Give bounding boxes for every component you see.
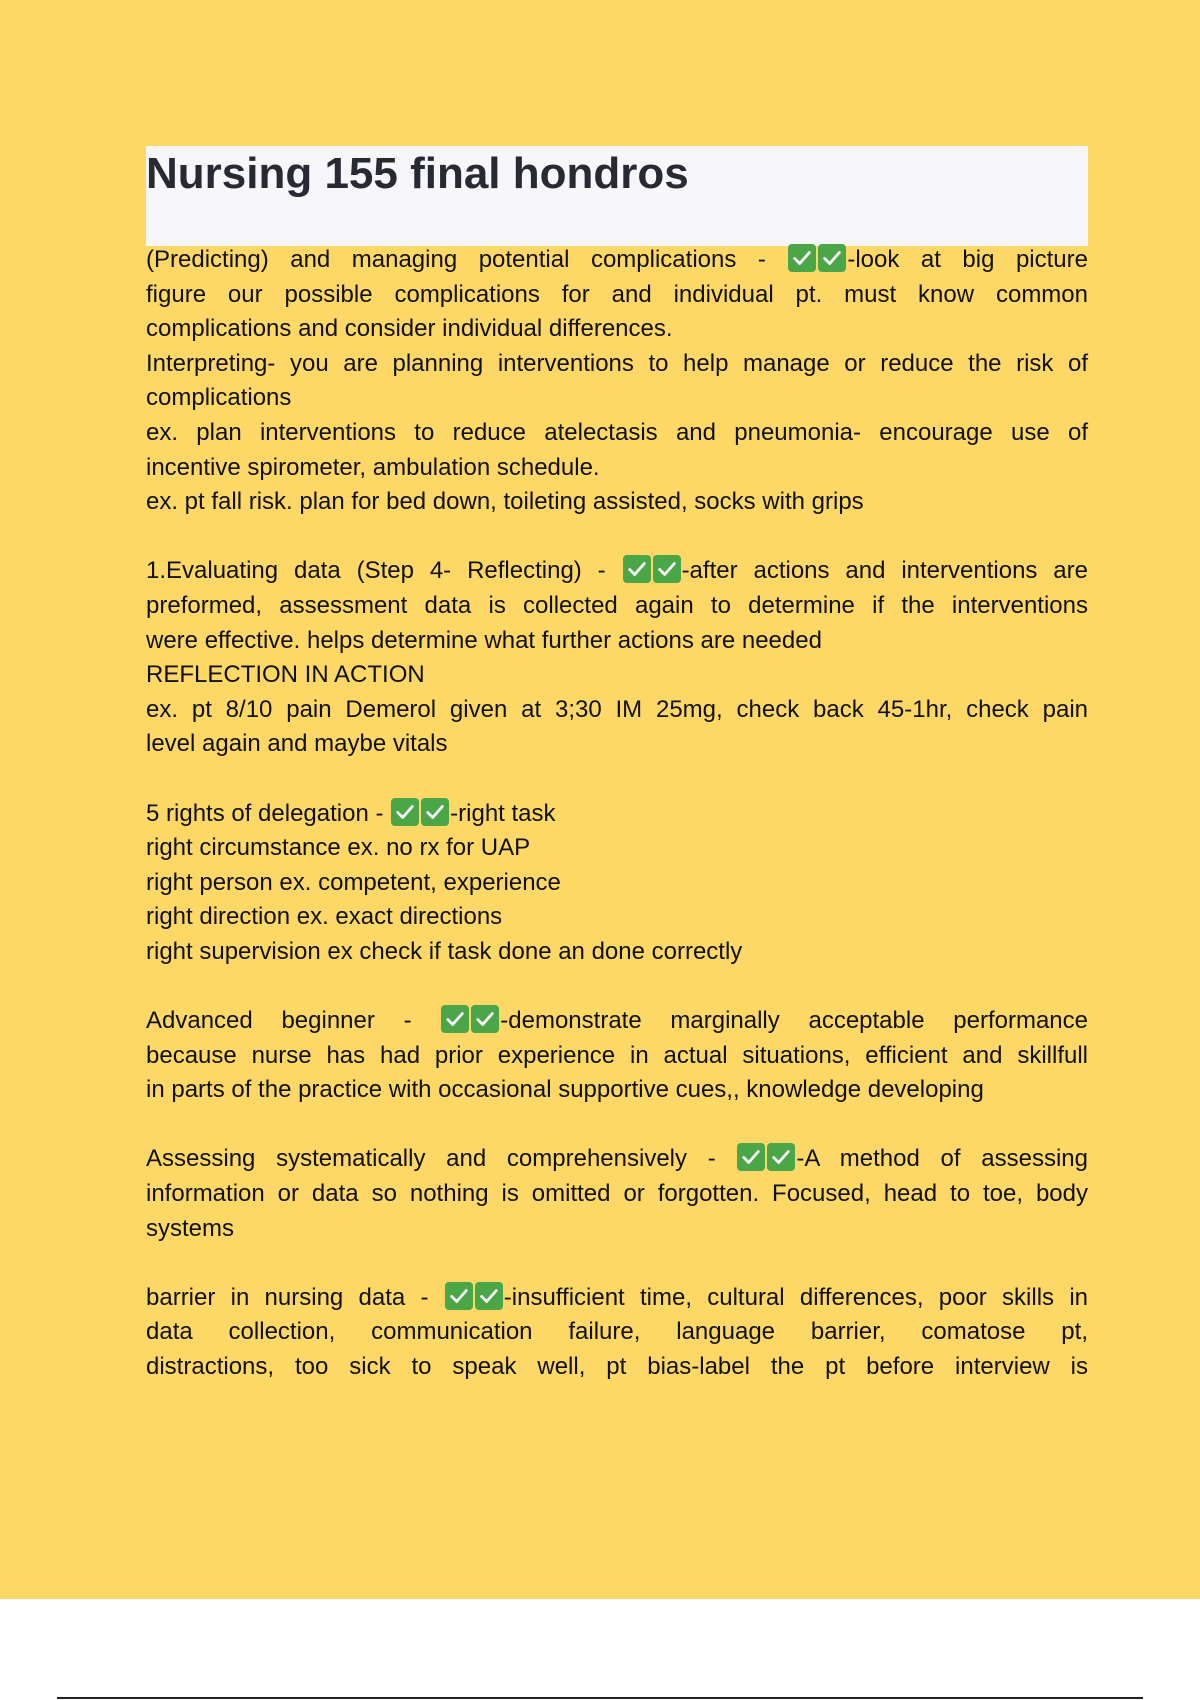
definition-text: -after actions and interventions are [681, 557, 1088, 585]
footer-divider [57, 1697, 1143, 1699]
text-line: in parts of the practice with occasional supportive cues,, knowledge developing [146, 1076, 984, 1104]
text-line: Interpreting- you are planning interventions to help manage or reduce the risk of [146, 349, 1088, 377]
text-line: ex. plan interventions to reduce atelectasis and pneumonia- encourage use of [146, 418, 1088, 446]
document-body [146, 243, 1088, 1419]
text-line: complications and consider individual differences. [146, 315, 673, 343]
text-line [146, 1142, 1088, 1177]
definition-text: -insufficient time, cultural differences, poor skills in [503, 1283, 1088, 1311]
text-line: information or data so nothing is omitted or forgotten. Focused, head to toe, body [146, 1180, 1088, 1208]
check-mark-button-icon [471, 1005, 499, 1033]
text-line: systems [146, 1214, 235, 1242]
check-mark-button-icon [623, 555, 651, 583]
check-mark-button-icon [737, 1143, 765, 1171]
text-line: incentive spirometer, ambulation schedule. [146, 453, 600, 481]
text-line: data collection, communication failure, language barrier, comatose pt, [146, 1318, 1088, 1346]
term-label: 1.Evaluating data (Step 4- Reflecting) - [146, 557, 622, 585]
term-label: 5 rights of delegation - [146, 799, 391, 827]
text-line [146, 243, 1088, 278]
text-line: because nurse has had prior experience in actual situations, efficient and skillfull [146, 1041, 1088, 1069]
definition-text: -demonstrate marginally acceptable performance [500, 1007, 1088, 1035]
title-block [146, 146, 1088, 246]
text-line: level again and maybe vitals [146, 730, 448, 758]
check-mark-button-icon [788, 244, 816, 272]
text-line [146, 554, 1088, 589]
check-mark-button-icon [767, 1143, 795, 1171]
term-label: (Predicting) and managing potential complications - [146, 246, 788, 273]
note-paragraph [146, 554, 1088, 762]
text-line: preformed, assessment data is collected again to determine if the interventions [146, 591, 1088, 619]
check-mark-button-icon [421, 798, 449, 826]
check-mark-button-icon [818, 244, 846, 272]
check-mark-button-icon [391, 798, 419, 826]
text-line: ex. pt fall risk. plan for bed down, toileting assisted, socks with grips [146, 488, 864, 516]
check-mark-button-icon [445, 1282, 473, 1310]
note-paragraph [146, 1281, 1088, 1385]
text-line: right circumstance ex. no rx for UAP [146, 834, 531, 862]
text-line: REFLECTION IN ACTION [146, 661, 425, 689]
check-mark-button-icon [475, 1282, 503, 1310]
text-line: were effective. helps determine what further actions are needed [146, 626, 822, 654]
definition-text: -A method of assessing [796, 1145, 1088, 1173]
note-paragraph [146, 1004, 1088, 1108]
text-line: right person ex. competent, experience [146, 868, 561, 896]
definition-text: -look at big picture [847, 246, 1088, 273]
text-line: distractions, too sick to speak well, pt bias-label the pt before interview is [146, 1353, 1088, 1380]
term-label: Assessing systematically and comprehensively - [146, 1145, 737, 1173]
text-line: complications [146, 384, 292, 412]
text-line [146, 797, 1088, 832]
note-paragraph [146, 1142, 1088, 1246]
check-mark-button-icon [653, 555, 681, 583]
note-paragraph [146, 797, 1088, 970]
text-line: ex. pt 8/10 pain Demerol given at 3;30 IM 25mg, check back 45-1hr, check pain [146, 695, 1088, 723]
text-line: right direction ex. exact directions [146, 903, 503, 931]
page-title: Nursing 155 final hondros [146, 149, 689, 198]
text-line: right supervision ex check if task done an done correctly [146, 937, 743, 965]
note-paragraph [146, 243, 1088, 520]
term-label: Advanced beginner - [146, 1007, 441, 1035]
definition-text: -right task [450, 799, 556, 827]
text-line [146, 1004, 1088, 1039]
term-label: barrier in nursing data - [146, 1283, 444, 1311]
text-line: figure our possible complications for and individual pt. must know common [146, 280, 1088, 308]
check-mark-button-icon [441, 1005, 469, 1033]
text-line [146, 1281, 1088, 1316]
